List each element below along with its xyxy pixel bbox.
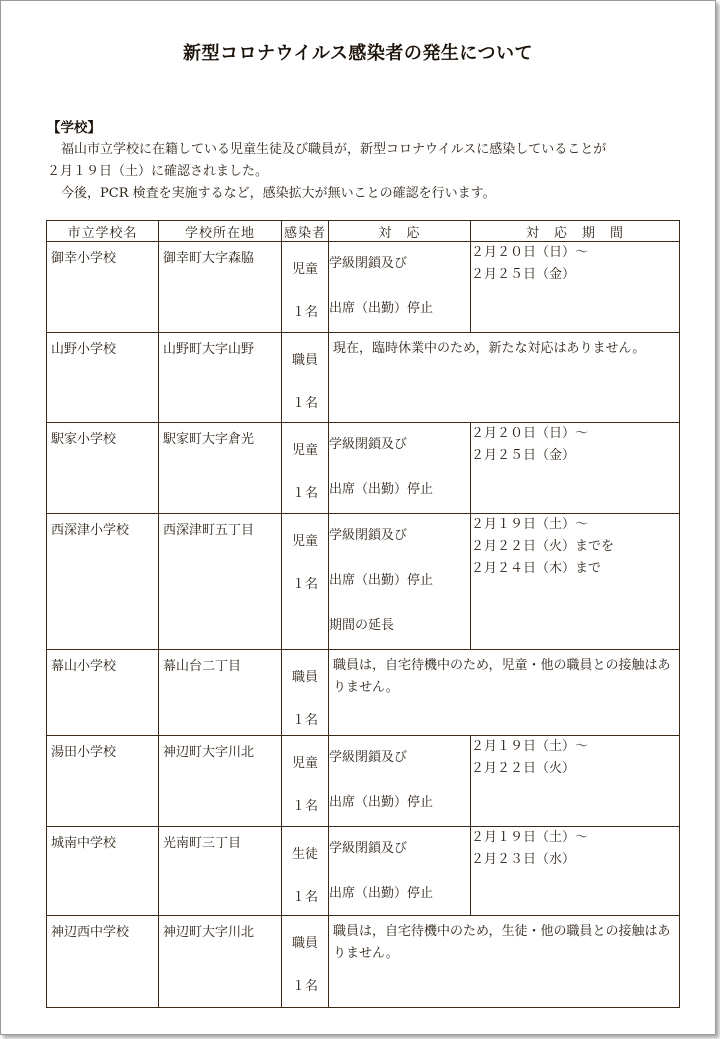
infected-count: １名	[291, 577, 318, 592]
infected-cell	[282, 333, 329, 423]
table-row	[47, 736, 680, 827]
infected-count: １名	[291, 713, 318, 728]
response-step: 学級閉鎖及び	[329, 256, 408, 271]
period-line: ２月１９日（土）～	[471, 830, 589, 845]
infected-category: 児童	[291, 756, 318, 771]
school-address: 神辺町大字川北	[159, 736, 282, 827]
school-address: 神辺町大字川北	[159, 916, 282, 1008]
header-school-address: 学校所在地	[159, 221, 282, 242]
page-title: 新型コロナウイルス感染者の発生について	[182, 43, 534, 64]
school-address: 山野町大字山野	[159, 333, 282, 423]
infected-cell	[282, 242, 329, 333]
table-row	[47, 423, 680, 514]
infected-count: １名	[291, 890, 318, 905]
header-response: 対 応	[329, 221, 471, 242]
school-name: 幕山小学校	[47, 650, 159, 736]
response-step: 出席（出勤）停止	[329, 573, 434, 588]
response-step: 出席（出勤）停止	[329, 482, 434, 497]
period-cell	[471, 423, 680, 514]
infected-category: 職員	[291, 936, 318, 951]
school-address: 駅家町大字倉光	[159, 423, 282, 514]
response-step: 期間の延長	[329, 618, 395, 633]
period-line: ２月２５日（金）	[471, 448, 576, 463]
table-row	[47, 650, 680, 736]
response-step: 学級閉鎖及び	[329, 841, 408, 856]
intro-line-3: 今後，PCR 検査を実施するなど，感染拡大が無いことの確認を行います。	[61, 186, 496, 201]
response-cell	[329, 423, 471, 514]
response-cell	[329, 242, 471, 333]
infected-cell	[282, 514, 329, 650]
infected-cell	[282, 423, 329, 514]
table-row	[47, 827, 680, 916]
table-row	[47, 242, 680, 333]
school-cases-table	[46, 220, 680, 1008]
header-school-name: 市立学校名	[47, 221, 159, 242]
infected-category: 生徒	[291, 847, 318, 862]
table-row	[47, 333, 680, 423]
school-address: 御幸町大字森脇	[159, 242, 282, 333]
period-line: ２月２４日（木）まで	[471, 561, 602, 576]
school-address: 幕山台二丁目	[159, 650, 282, 736]
school-name: 西深津小学校	[47, 514, 159, 650]
response-step: 学級閉鎖及び	[329, 528, 408, 543]
school-address: 西深津町五丁目	[159, 514, 282, 650]
infected-category: 児童	[291, 534, 318, 549]
period-cell	[471, 514, 680, 650]
school-name: 湯田小学校	[47, 736, 159, 827]
infected-category: 職員	[291, 353, 318, 368]
response-cell	[329, 736, 471, 827]
period-line: ２月２２日（火）	[471, 761, 576, 776]
response-step: 出席（出勤）停止	[329, 795, 434, 810]
infected-cell	[282, 827, 329, 916]
school-name: 城南中学校	[47, 827, 159, 916]
period-line: ２月１９日（土）～	[471, 517, 589, 532]
period-line: ２月２５日（金）	[471, 267, 576, 282]
infected-cell	[282, 736, 329, 827]
response-step: 学級閉鎖及び	[329, 750, 408, 765]
school-name: 駅家小学校	[47, 423, 159, 514]
infected-category: 職員	[291, 670, 318, 685]
section-label: 【学校】	[47, 120, 101, 136]
header-response-period: 対 応 期 間	[471, 221, 680, 242]
period-line: ２月１９日（土）～	[471, 739, 589, 754]
infected-category: 児童	[291, 262, 318, 277]
response-note: 職員は，自宅待機中のため，児童・他の職員との接触はありません。	[329, 650, 680, 736]
period-line: ２月２０日（日）～	[471, 426, 589, 441]
response-step: 学級閉鎖及び	[329, 437, 408, 452]
period-line: ２月２３日（水）	[471, 852, 576, 867]
intro-line-2: ２月１９日（土）に確認されました。	[47, 164, 269, 179]
period-cell	[471, 242, 680, 333]
infected-cell	[282, 650, 329, 736]
school-address: 光南町三丁目	[159, 827, 282, 916]
period-cell	[471, 827, 680, 916]
infected-count: １名	[291, 396, 318, 411]
period-line: ２月２２日（火）までを	[471, 539, 615, 554]
school-name: 神辺西中学校	[47, 916, 159, 1008]
response-note: 職員は，自宅待機中のため，生徒・他の職員との接触はありません。	[329, 916, 680, 1008]
table-header-row	[47, 221, 680, 242]
infected-count: １名	[291, 979, 318, 994]
response-cell	[329, 827, 471, 916]
infected-category: 児童	[291, 443, 318, 458]
infected-count: １名	[291, 486, 318, 501]
response-step: 出席（出勤）停止	[329, 886, 434, 901]
table-row	[47, 916, 680, 1008]
table-row	[47, 514, 680, 650]
intro-line-1: 福山市立学校に在籍している児童生徒及び職員が，新型コロナウイルスに感染していることが	[61, 142, 607, 157]
response-cell	[329, 514, 471, 650]
header-infected: 感染者	[282, 221, 329, 242]
school-name: 山野小学校	[47, 333, 159, 423]
infected-count: １名	[291, 305, 318, 320]
infected-count: １名	[291, 799, 318, 814]
period-cell	[471, 736, 680, 827]
school-name: 御幸小学校	[47, 242, 159, 333]
infected-cell	[282, 916, 329, 1008]
response-step: 出席（出勤）停止	[329, 301, 434, 316]
period-line: ２月２０日（日）～	[471, 245, 589, 260]
response-note: 現在，臨時休業中のため，新たな対応はありません。	[329, 333, 680, 423]
